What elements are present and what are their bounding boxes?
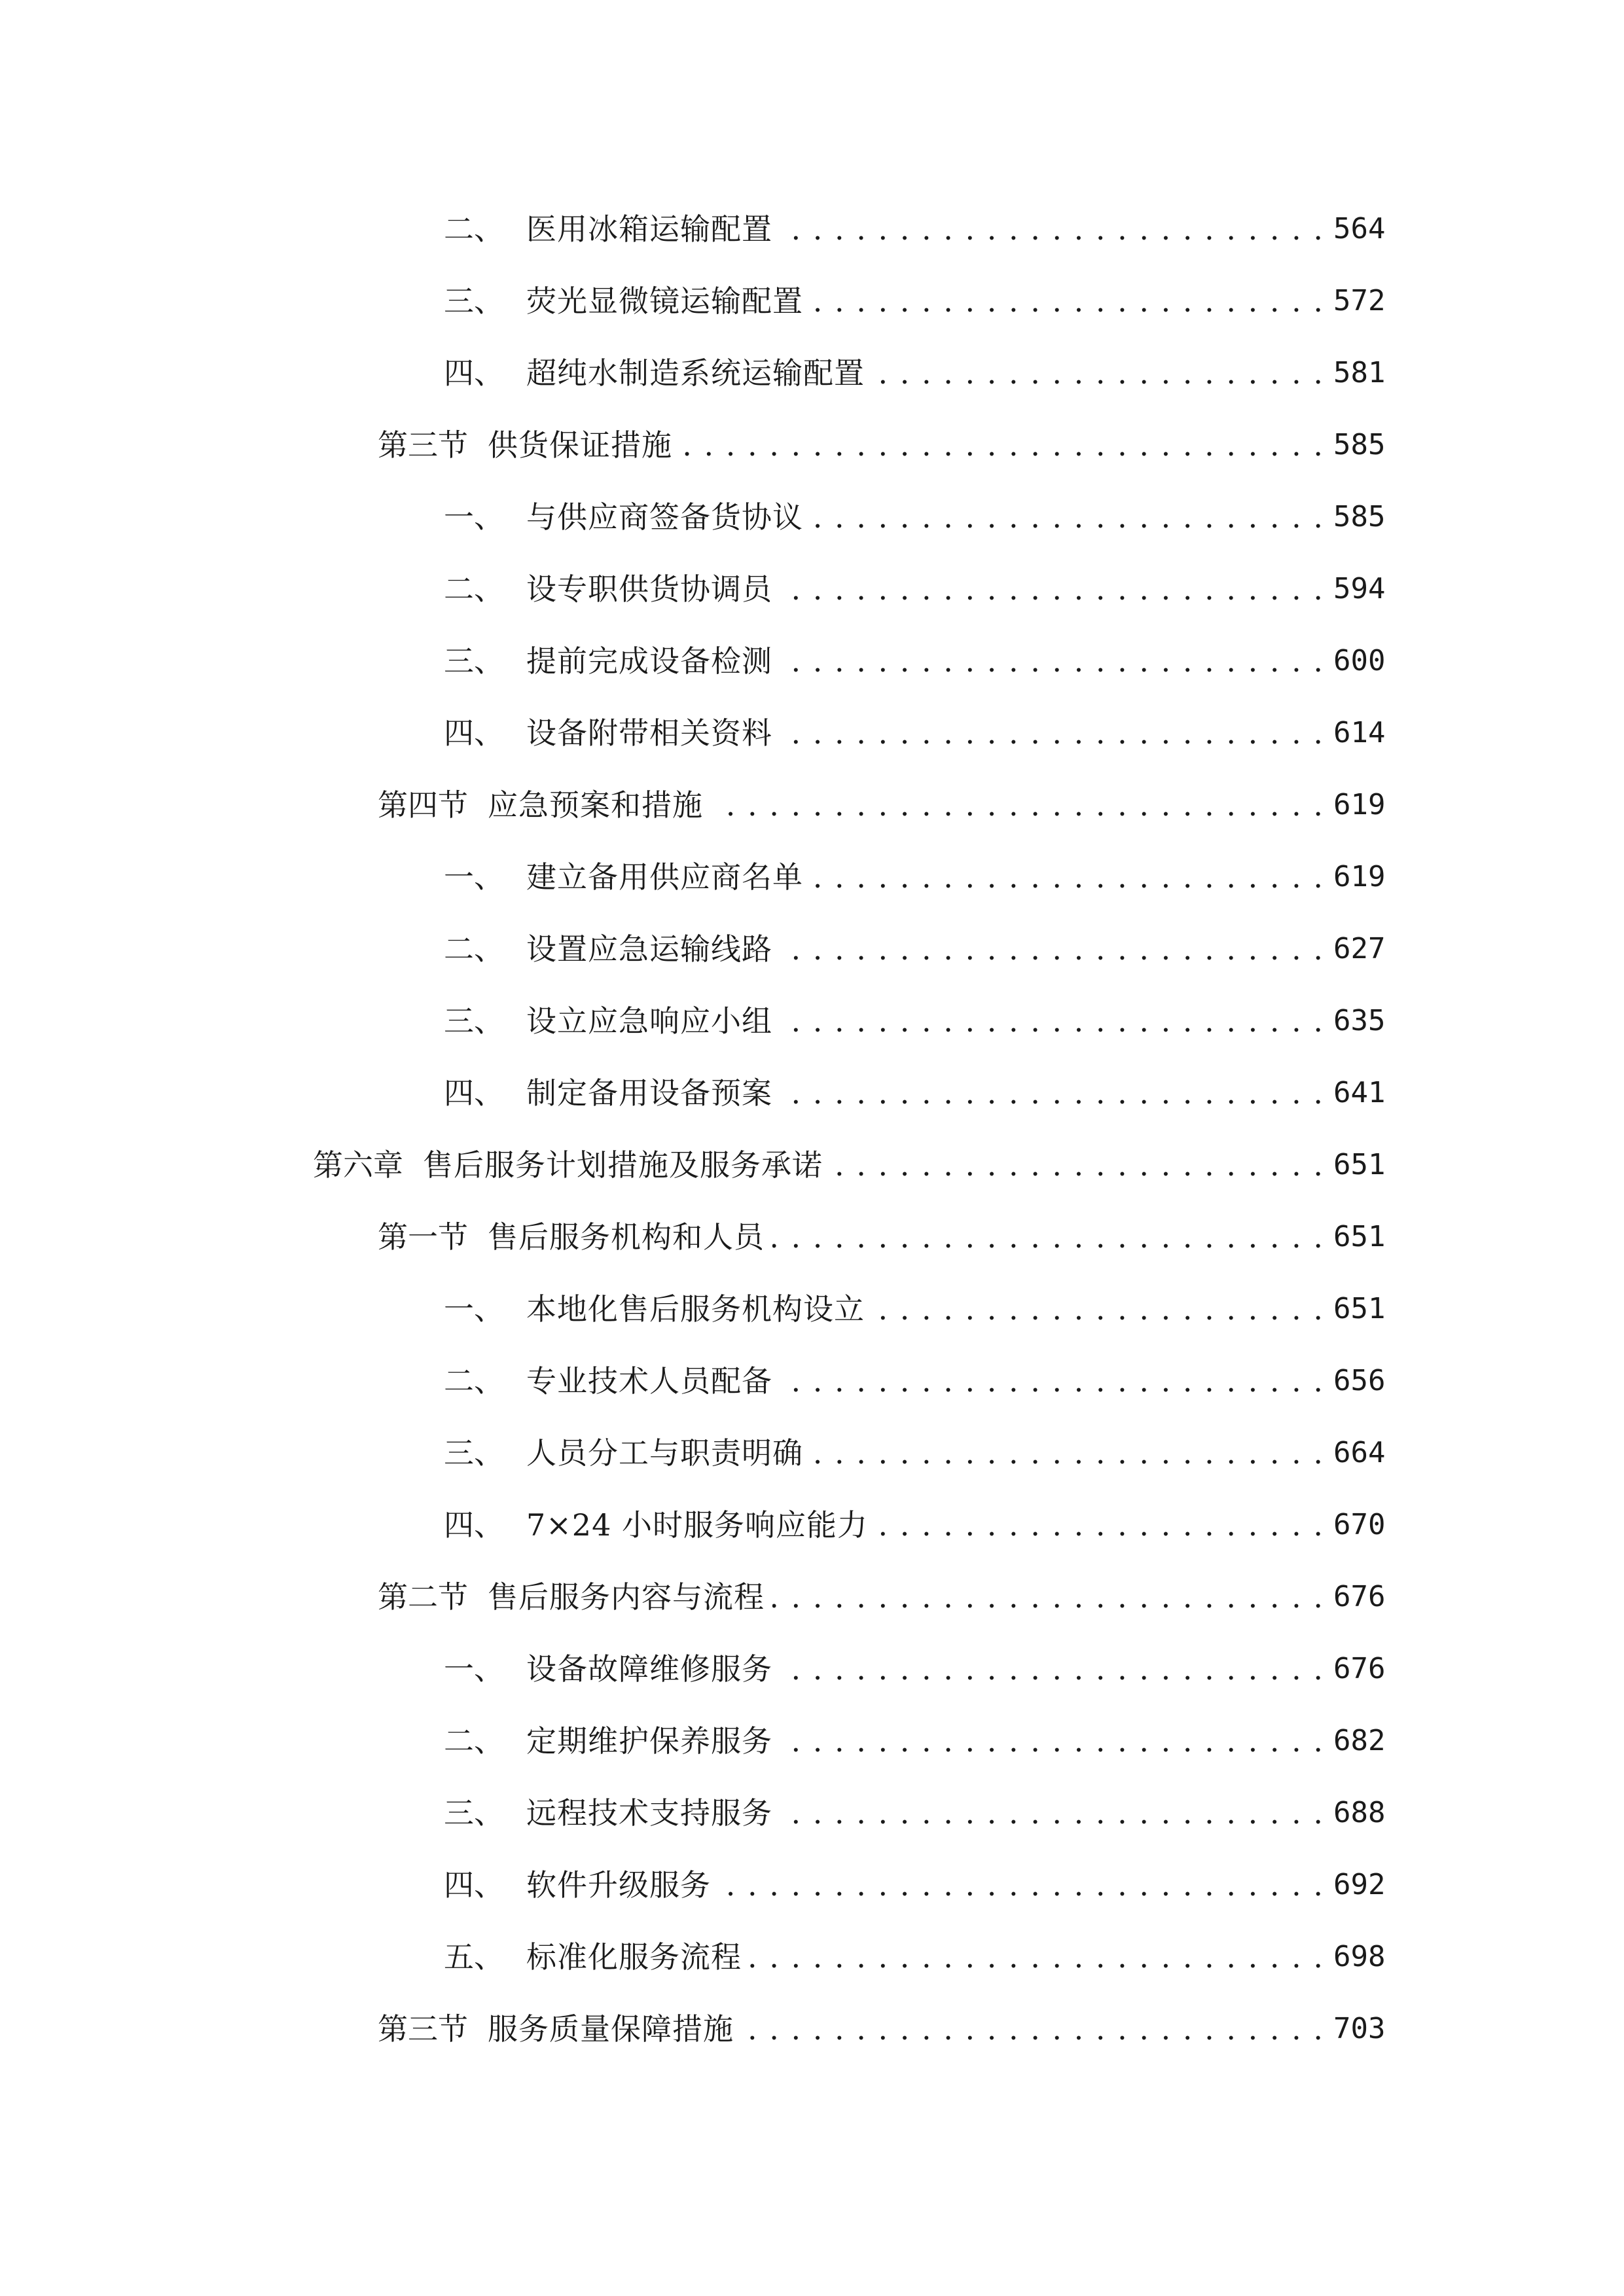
dot-leader — [719, 1859, 1324, 1911]
dot-leader — [831, 1139, 1324, 1191]
toc-entry-number: 四、 — [444, 715, 504, 751]
toc-entry-number: 二、 — [444, 1723, 504, 1759]
toc-entry-number: 四、 — [444, 1507, 504, 1543]
toc-section-title: 应急预案和措施 — [488, 787, 703, 823]
toc-entry[interactable] — [444, 1715, 1386, 1767]
toc-entry-page: 670 — [1333, 1508, 1386, 1541]
dot-leader — [873, 1283, 1324, 1335]
toc-section-title: 售后服务内容与流程 — [488, 1579, 765, 1615]
toc-entry[interactable] — [444, 851, 1386, 903]
toc-entry-title: 本地化售后服务机构设立 — [526, 1291, 865, 1327]
toc-section-title: 服务质量保障措施 — [488, 2011, 734, 2047]
dot-leader — [780, 1715, 1324, 1767]
toc-section[interactable] — [378, 1571, 1386, 1623]
toc-entry-page: 651 — [1333, 1292, 1386, 1325]
toc-entry[interactable] — [444, 1931, 1386, 1983]
toc-section-page: 703 — [1333, 2012, 1386, 2045]
dot-leader — [876, 1499, 1324, 1551]
toc-entry-title: 提前完成设备检测 — [526, 643, 772, 679]
toc-entry[interactable] — [444, 563, 1386, 615]
toc-entry-title: 标准化服务流程 — [526, 1939, 742, 1975]
toc-entry-number: 三、 — [444, 1795, 504, 1831]
dot-leader — [711, 779, 1324, 831]
toc-section-page: 585 — [1333, 428, 1386, 461]
toc-entry-title: 设备故障维修服务 — [526, 1651, 772, 1687]
toc-entry[interactable] — [444, 275, 1386, 327]
toc-entry-title: 荧光显微镜运输配置 — [526, 283, 803, 319]
toc-entry-title: 软件升级服务 — [526, 1867, 711, 1903]
dot-leader — [780, 707, 1324, 759]
toc-entry[interactable] — [444, 1355, 1386, 1407]
toc-entry-title: 设置应急运输线路 — [526, 931, 772, 967]
toc-entry-number: 四、 — [444, 355, 504, 391]
toc-entry-title: 设立应急响应小组 — [526, 1003, 772, 1039]
toc-entry[interactable] — [444, 635, 1386, 687]
toc-entry-number: 四、 — [444, 1867, 504, 1903]
dot-leader — [680, 419, 1324, 471]
toc-section-number: 第三节 — [378, 427, 468, 463]
toc-section-number: 第一节 — [378, 1219, 468, 1255]
toc-chapter[interactable] — [313, 1139, 1386, 1191]
dot-leader — [811, 1427, 1324, 1479]
toc-entry-number: 二、 — [444, 1363, 504, 1399]
toc-entry-number: 二、 — [444, 211, 504, 247]
toc-entry-page: 614 — [1333, 716, 1386, 749]
toc-entry-page: 581 — [1333, 356, 1386, 389]
toc-section-page: 676 — [1333, 1580, 1386, 1613]
toc-entry[interactable] — [444, 707, 1386, 759]
dot-leader — [780, 635, 1324, 687]
toc-entry-number: 二、 — [444, 571, 504, 607]
toc-entry[interactable] — [444, 1787, 1386, 1839]
toc-entry[interactable] — [444, 347, 1386, 399]
toc-entry[interactable] — [444, 1427, 1386, 1479]
dot-leader — [742, 2003, 1324, 2055]
toc-entry[interactable] — [444, 1859, 1386, 1911]
toc-entry-number: 一、 — [444, 1651, 504, 1687]
toc-entry-title: 人员分工与职责明确 — [526, 1435, 803, 1471]
toc-entry-number: 一、 — [444, 1291, 504, 1327]
toc-entry-title: 专业技术人员配备 — [526, 1363, 772, 1399]
toc-chapter-page: 651 — [1333, 1148, 1386, 1181]
dot-leader — [749, 1931, 1324, 1983]
toc-section[interactable] — [378, 2003, 1386, 2055]
toc-entry-page: 594 — [1333, 572, 1386, 605]
toc-section[interactable] — [378, 419, 1386, 471]
toc-entry-page: 688 — [1333, 1796, 1386, 1829]
toc-entry-title: 7×24 小时服务响应能力 — [526, 1507, 868, 1543]
toc-entry-number: 三、 — [444, 643, 504, 679]
dot-leader — [780, 203, 1324, 255]
toc-entry-number: 三、 — [444, 283, 504, 319]
toc-entry[interactable] — [444, 203, 1386, 255]
toc-section[interactable] — [378, 779, 1386, 831]
toc-entry-page: 676 — [1333, 1652, 1386, 1685]
toc-chapter-title: 售后服务计划措施及服务承诺 — [423, 1147, 823, 1183]
toc-entry-title: 设专职供货协调员 — [526, 571, 772, 607]
toc-section[interactable] — [378, 1211, 1386, 1263]
toc-section-title: 供货保证措施 — [488, 427, 672, 463]
toc-section-page: 651 — [1333, 1220, 1386, 1253]
toc-entry[interactable] — [444, 1643, 1386, 1695]
dot-leader — [772, 1571, 1324, 1623]
toc-entry-page: 664 — [1333, 1436, 1386, 1469]
toc-chapter-number: 第六章 — [313, 1147, 403, 1183]
dot-leader — [780, 1787, 1324, 1839]
toc-section-page: 619 — [1333, 788, 1386, 821]
toc-entry-page: 656 — [1333, 1364, 1386, 1397]
dot-leader — [780, 923, 1324, 975]
dot-leader — [772, 1211, 1324, 1263]
toc-section-number: 第四节 — [378, 787, 468, 823]
toc-entry[interactable] — [444, 995, 1386, 1047]
toc-entry-page: 585 — [1333, 500, 1386, 533]
dot-leader — [873, 347, 1324, 399]
toc-entry-number: 三、 — [444, 1003, 504, 1039]
toc-section-number: 第二节 — [378, 1579, 468, 1615]
toc-entry-page: 572 — [1333, 284, 1386, 317]
toc-entry-title: 医用冰箱运输配置 — [526, 211, 772, 247]
toc-entry[interactable] — [444, 1283, 1386, 1335]
toc-entry-number: 五、 — [444, 1939, 504, 1975]
dot-leader — [780, 1643, 1324, 1695]
toc-entry-page: 564 — [1333, 212, 1386, 245]
dot-leader — [780, 563, 1324, 615]
toc-entry-page: 635 — [1333, 1004, 1386, 1037]
dot-leader — [811, 275, 1324, 327]
dot-leader — [811, 851, 1324, 903]
toc-entry-page: 619 — [1333, 860, 1386, 893]
toc-entry-number: 一、 — [444, 859, 504, 895]
toc-entry-page: 682 — [1333, 1724, 1386, 1757]
toc-entry[interactable] — [444, 1067, 1386, 1119]
toc-entry-number: 三、 — [444, 1435, 504, 1471]
toc-entry-title: 设备附带相关资料 — [526, 715, 772, 751]
toc-entry-title: 超纯水制造系统运输配置 — [526, 355, 865, 391]
toc-entry-title: 建立备用供应商名单 — [526, 859, 803, 895]
toc-entry-number: 四、 — [444, 1075, 504, 1111]
toc-entry-page: 641 — [1333, 1076, 1386, 1109]
dot-leader — [780, 995, 1324, 1047]
toc-entry-title: 定期维护保养服务 — [526, 1723, 772, 1759]
toc-entry-number: 二、 — [444, 931, 504, 967]
toc-entry-page: 692 — [1333, 1868, 1386, 1901]
dot-leader — [780, 1067, 1324, 1119]
dot-leader — [811, 491, 1324, 543]
toc-entry-page: 600 — [1333, 644, 1386, 677]
toc-entry-title: 远程技术支持服务 — [526, 1795, 772, 1831]
toc-entry-title: 与供应商签备货协议 — [526, 499, 803, 535]
toc-entry-title: 制定备用设备预案 — [526, 1075, 772, 1111]
toc-entry[interactable] — [444, 491, 1386, 543]
toc-entry-page: 627 — [1333, 932, 1386, 965]
toc-entry[interactable] — [444, 1499, 1386, 1551]
toc-entry-number: 一、 — [444, 499, 504, 535]
toc-entry-page: 698 — [1333, 1940, 1386, 1973]
toc-section-title: 售后服务机构和人员 — [488, 1219, 765, 1255]
dot-leader — [780, 1355, 1324, 1407]
toc-section-number: 第三节 — [378, 2011, 468, 2047]
toc-entry[interactable] — [444, 923, 1386, 975]
